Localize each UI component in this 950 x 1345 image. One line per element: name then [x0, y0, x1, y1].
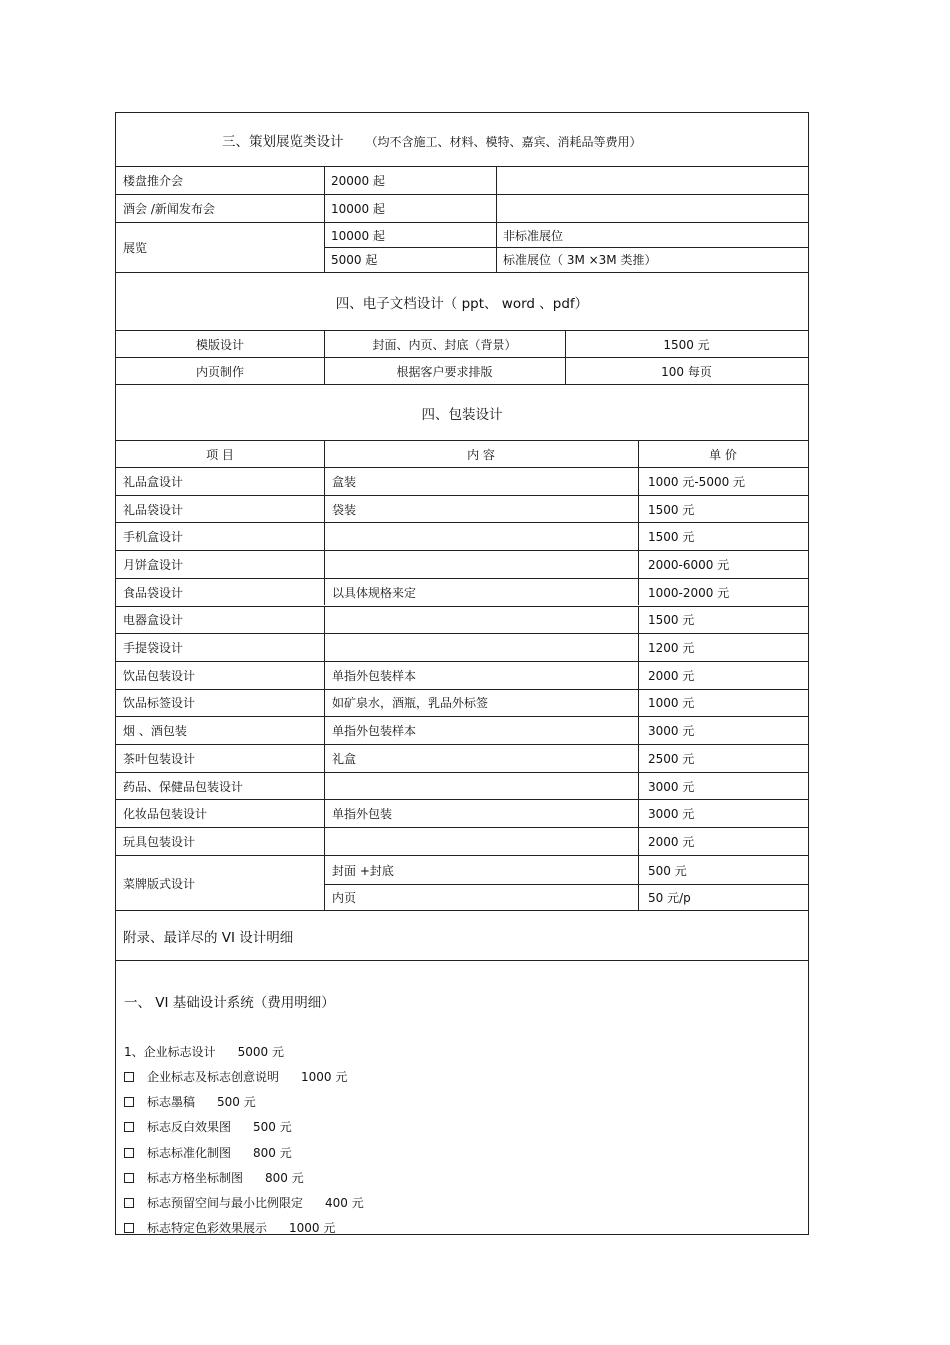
table-row	[116, 772, 808, 800]
row-note	[496, 167, 808, 194]
table-row	[116, 330, 808, 357]
row-content: 袋装	[332, 502, 357, 517]
table-header-row	[116, 440, 808, 467]
row-price: 1000 元-5000 元	[648, 474, 746, 489]
list-item-label: 标志墨稿	[147, 1095, 196, 1110]
section3-title-row	[116, 113, 808, 166]
appendix-title: 附录、最详尽的 VI 设计明细	[123, 929, 294, 946]
row-content	[324, 607, 638, 634]
row-content: 盒装	[332, 474, 357, 489]
row-price: 10000 起	[331, 202, 385, 216]
table-row	[116, 495, 808, 523]
row-item: 手提袋设计	[123, 641, 184, 656]
row-item: 内页制作	[195, 364, 244, 379]
row-price: 2000 元	[648, 834, 695, 849]
row-price: 3000 元	[648, 724, 695, 739]
header-price: 单 价	[709, 447, 737, 462]
row-note: 非标准展位	[503, 228, 564, 243]
table-row	[116, 827, 808, 855]
row-item: 酒会 /新闻发布会	[123, 202, 215, 216]
row-price: 2000-6000 元	[648, 557, 730, 572]
list-item-price: 800 元	[253, 1145, 292, 1160]
table-row	[116, 357, 808, 384]
table-row	[116, 799, 808, 827]
row-note	[496, 195, 808, 222]
header-content: 内 容	[467, 447, 495, 462]
list-item	[124, 1169, 304, 1186]
row-content	[324, 523, 638, 550]
row-item: 楼盘推介会	[123, 174, 184, 188]
row-content	[324, 634, 638, 661]
row-item: 茶叶包装设计	[123, 751, 196, 766]
row-content: 内页	[332, 890, 357, 905]
section4e-title: 四、电子文档设计（ ppt、 word 、pdf）	[335, 295, 589, 312]
table-row	[116, 716, 808, 744]
row-item: 礼品盒设计	[123, 474, 184, 489]
row-price: 500 元	[648, 863, 687, 878]
vi-title: 一、 VI 基础设计系统（费用明细）	[124, 995, 335, 1011]
table-row	[116, 166, 808, 194]
list-item-label: 标志反白效果图	[147, 1120, 232, 1135]
checkbox-icon[interactable]	[124, 1097, 134, 1107]
appendix-row	[116, 910, 808, 960]
section3-title: 三、策划展览类设计	[222, 134, 344, 150]
section3-note: （均不含施工、材料、模特、嘉宾、消耗品等费用）	[365, 135, 642, 149]
list-item	[124, 1118, 292, 1135]
table-row	[116, 467, 808, 495]
list-item-price: 400 元	[325, 1196, 364, 1210]
list-item-label: 标志标准化制图	[147, 1145, 232, 1160]
list-item-label: 企业标志及标志创意说明	[147, 1070, 280, 1084]
table-row	[116, 550, 808, 578]
table-row	[116, 194, 808, 222]
table-row	[116, 522, 808, 550]
row-content: 封面、内页、封底（背景）	[372, 337, 517, 352]
row-price: 1500 元	[648, 613, 695, 628]
row-item: 电器盒设计	[123, 613, 184, 628]
table-row	[116, 744, 808, 772]
row-price: 100 每页	[661, 364, 712, 379]
list-item-price: 1000 元	[289, 1221, 336, 1236]
vi-group-label: 1、企业标志设计	[124, 1045, 216, 1059]
row-content: 封面 +封底	[332, 863, 394, 878]
list-item-price: 500 元	[217, 1095, 256, 1110]
row-price: 2000 元	[648, 668, 695, 683]
row-price: 3000 元	[648, 779, 695, 794]
row-content: 以具体规格来定	[332, 585, 417, 600]
checkbox-icon[interactable]	[124, 1223, 134, 1233]
row-price: 1200 元	[648, 641, 695, 656]
list-item	[124, 1219, 335, 1236]
row-item: 模版设计	[195, 337, 244, 352]
section4p-title-row	[116, 384, 808, 440]
header-item: 项 目	[206, 447, 234, 462]
price-table	[115, 112, 809, 1235]
row-item: 食品袋设计	[123, 585, 184, 600]
row-item: 饮品包装设计	[123, 668, 196, 683]
row-price: 20000 起	[331, 174, 385, 188]
checkbox-icon[interactable]	[124, 1173, 134, 1183]
row-price: 50 元/p	[648, 890, 691, 905]
table-row	[116, 689, 808, 717]
menu-row	[116, 855, 808, 910]
row-item: 展览	[123, 241, 148, 255]
list-item-label: 标志预留空间与最小比例限定	[147, 1196, 304, 1210]
row-note: 标准展位（ 3M ×3M 类推）	[503, 253, 657, 267]
row-item: 礼品袋设计	[123, 502, 184, 517]
row-price: 1500 元	[648, 502, 695, 517]
list-item	[124, 1144, 292, 1161]
vi-section	[116, 960, 808, 1234]
row-content	[324, 773, 638, 800]
row-item: 菜牌版式设计	[123, 876, 196, 891]
row-price: 5000 起	[331, 253, 378, 267]
table-row	[116, 633, 808, 661]
row-content	[324, 828, 638, 855]
row-price: 1000 元	[648, 696, 695, 711]
row-price: 1000-2000 元	[648, 585, 730, 600]
vi-group	[124, 1043, 284, 1060]
row-item: 饮品标签设计	[123, 696, 196, 711]
exhibition-row	[116, 222, 808, 272]
list-item	[124, 1194, 364, 1211]
row-item: 化妆品包装设计	[123, 807, 208, 822]
row-content: 单指外包装样本	[332, 668, 417, 683]
row-item: 手机盒设计	[123, 530, 184, 545]
checkbox-icon[interactable]	[124, 1122, 134, 1132]
row-content: 单指外包装样本	[332, 724, 417, 739]
row-item: 药品、保健品包装设计	[123, 779, 244, 794]
row-item: 烟 、酒包装	[123, 724, 187, 739]
list-item-price: 500 元	[253, 1120, 292, 1135]
row-content: 单指外包装	[332, 807, 393, 822]
list-item	[124, 1093, 256, 1110]
section4e-title-row	[116, 272, 808, 330]
row-content	[324, 551, 638, 578]
checkbox-icon[interactable]	[124, 1198, 134, 1208]
list-item-label: 标志方格坐标制图	[147, 1170, 244, 1185]
row-price: 2500 元	[648, 751, 695, 766]
vi-group-price: 5000 元	[237, 1045, 284, 1059]
row-price: 1500 元	[648, 530, 695, 545]
table-row	[116, 606, 808, 634]
section4p-title: 四、包装设计	[421, 406, 503, 423]
table-row	[116, 661, 808, 689]
row-price: 1500 元	[663, 337, 710, 352]
table-row	[116, 578, 808, 606]
row-item: 月饼盒设计	[123, 557, 184, 572]
list-item-label: 标志特定色彩效果展示	[147, 1221, 268, 1236]
row-price: 3000 元	[648, 807, 695, 822]
list-item	[124, 1068, 347, 1085]
checkbox-icon[interactable]	[124, 1072, 134, 1082]
row-item: 玩具包装设计	[123, 834, 196, 849]
row-price: 10000 起	[331, 228, 385, 243]
checkbox-icon[interactable]	[124, 1148, 134, 1158]
row-content: 如矿泉水，酒瓶，乳品外标签	[332, 696, 489, 711]
row-content: 礼盒	[332, 751, 357, 766]
list-item-price: 1000 元	[301, 1070, 348, 1084]
list-item-price: 800 元	[265, 1170, 304, 1185]
row-content: 根据客户要求排版	[396, 364, 493, 379]
